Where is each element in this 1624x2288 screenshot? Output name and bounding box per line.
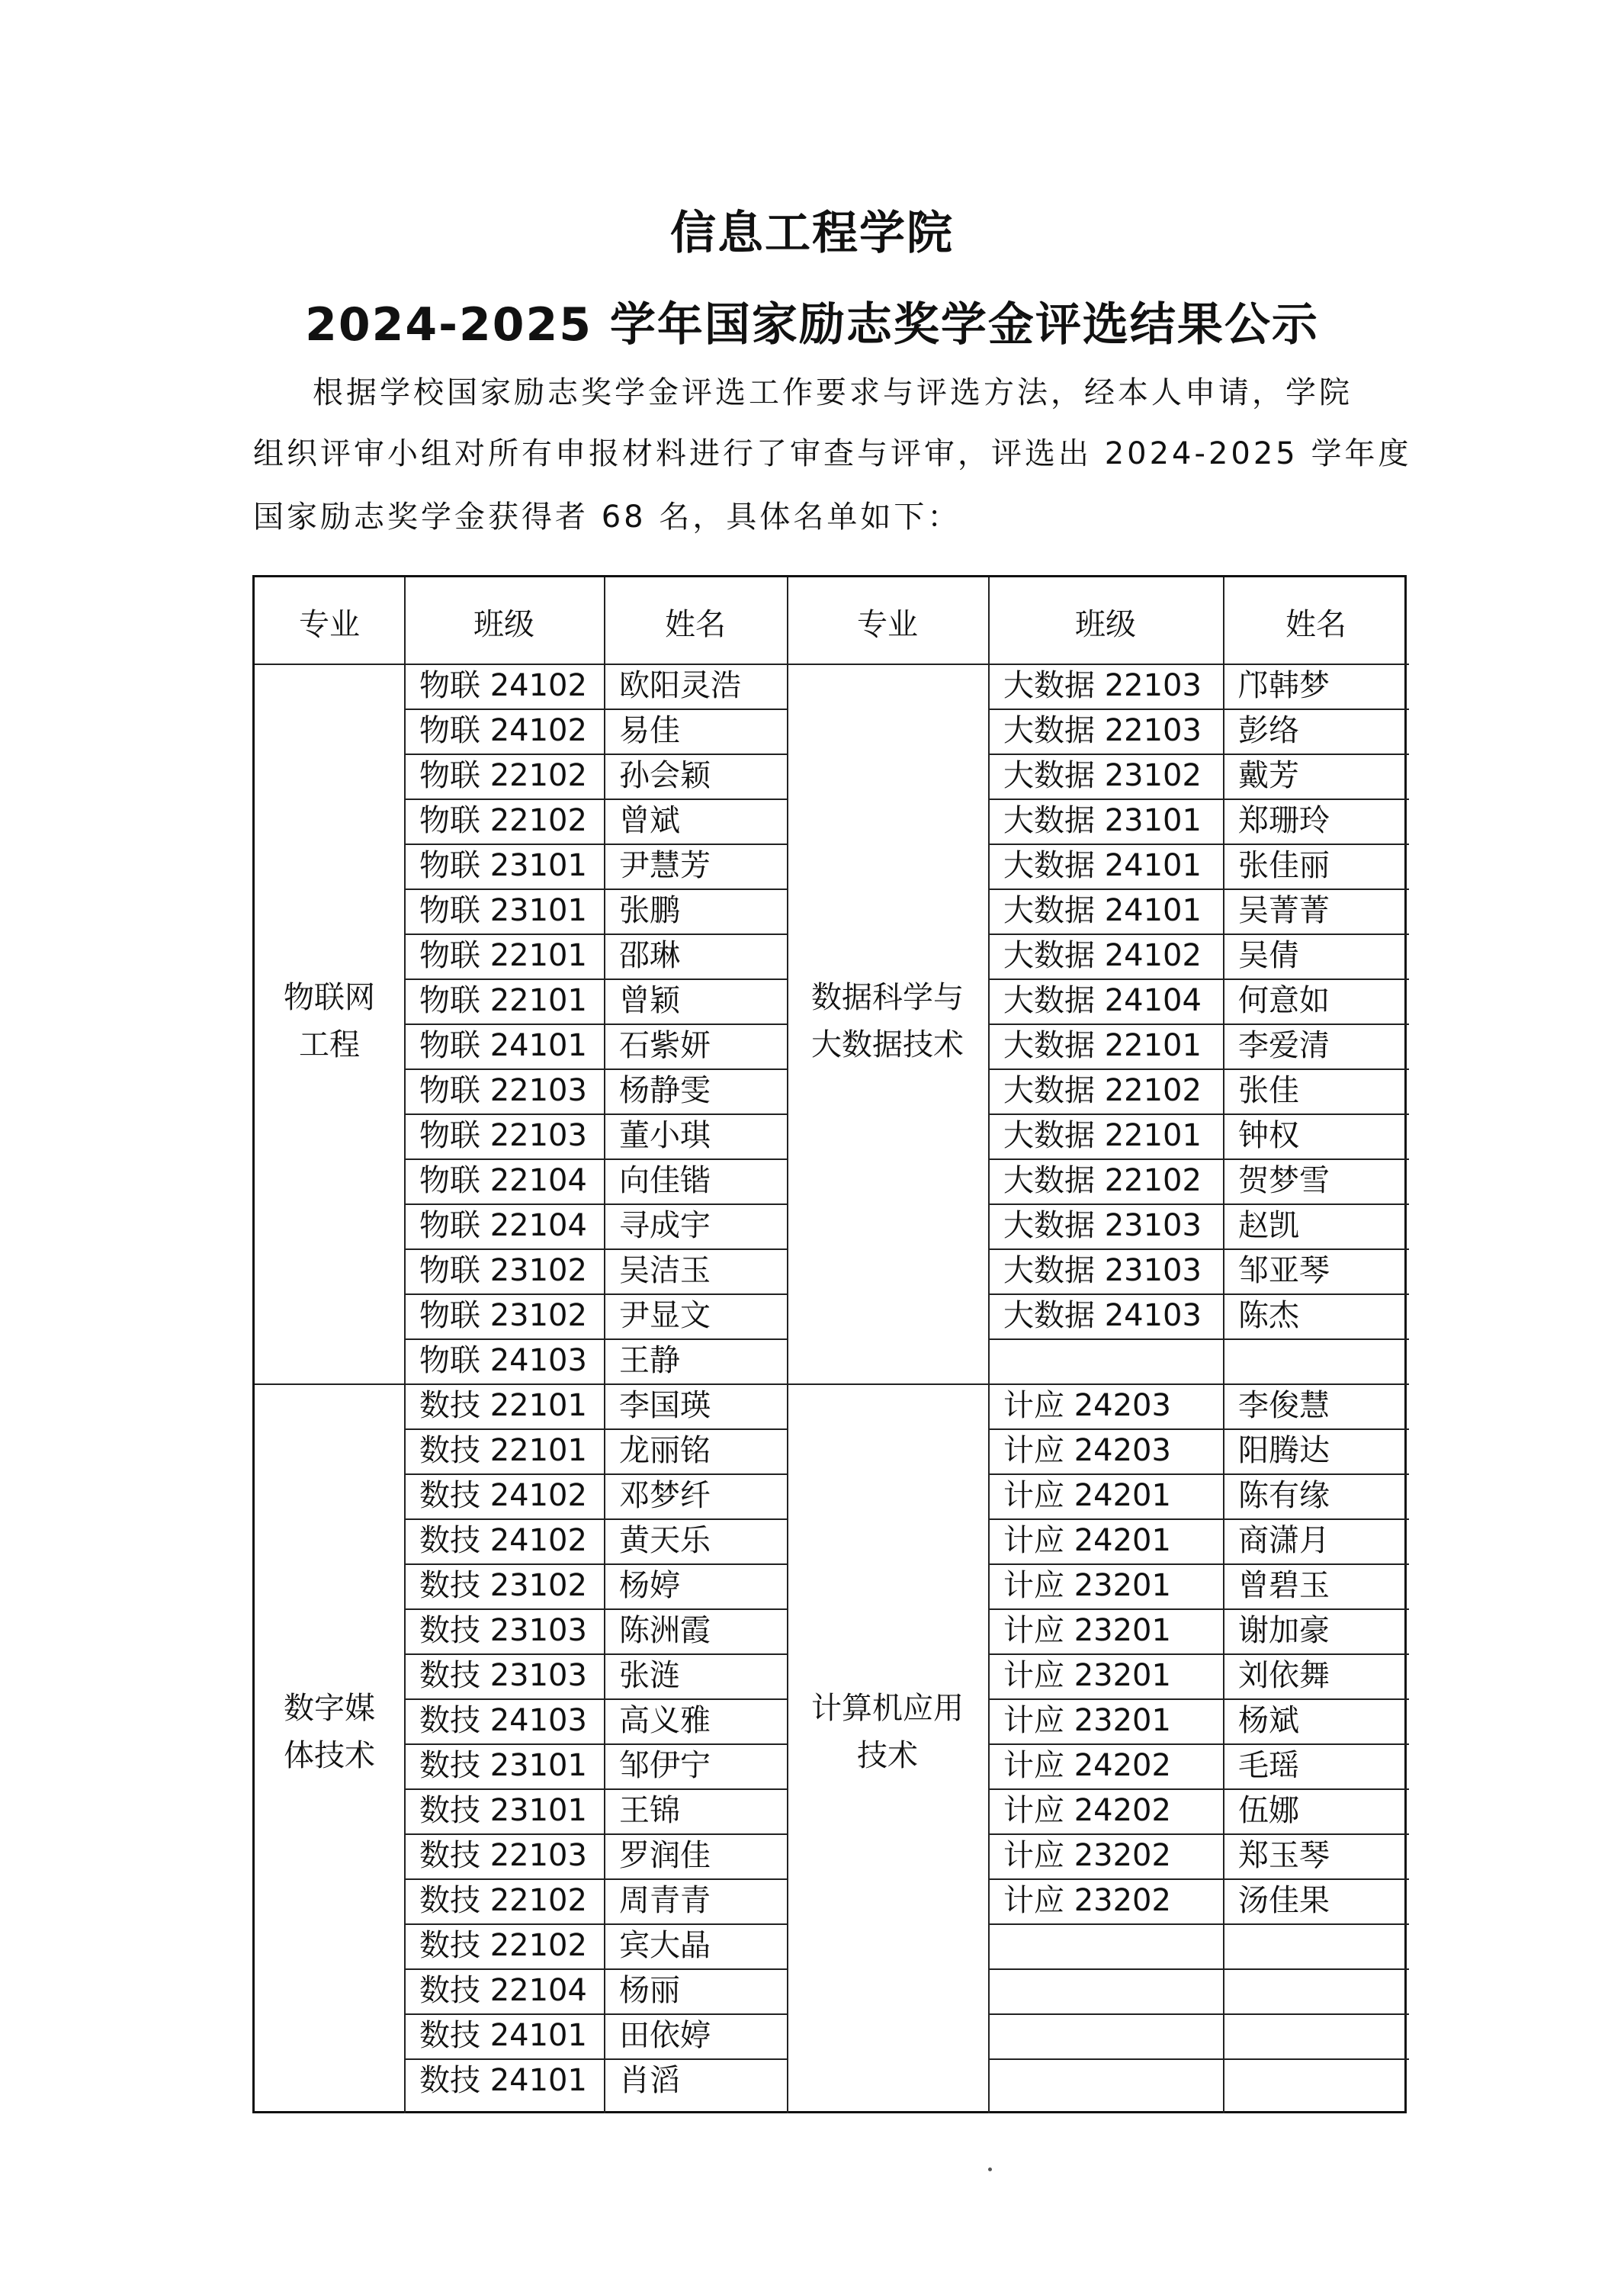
cell-class: 大数据 23101 [1003,803,1202,838]
row-divider [404,1923,787,1925]
cell-name: 李俊慧 [1238,1388,1330,1423]
cell-name: 邹亚琴 [1238,1253,1330,1288]
cell-class: 计应 23201 [1003,1658,1171,1693]
row-divider [404,844,787,845]
cell-name: 商潇月 [1238,1523,1330,1558]
row-divider [404,1428,787,1430]
cell-class: 数技 22101 [419,1388,587,1423]
row-divider [404,1473,787,1475]
cell-name: 宾大晶 [619,1928,711,1963]
row-divider [404,1023,787,1025]
intro-paragraph-line-3: 国家励志奖学金获得者 68 名，具体名单如下： [253,500,961,535]
row-divider [988,1608,1409,1610]
row-divider [404,1653,787,1655]
cell-name: 龙丽铭 [619,1433,711,1468]
cell-class: 计应 24201 [1003,1478,1171,1513]
row-divider [988,799,1409,800]
row-divider [988,1293,1409,1295]
column-divider [404,577,406,2113]
row-divider [988,934,1409,935]
cell-class: 计应 23201 [1003,1568,1171,1603]
cell-class: 物联 22104 [419,1208,587,1243]
cell-name: 王静 [619,1343,680,1378]
row-divider [404,2013,787,2015]
cell-class: 物联 22102 [419,758,587,793]
cell-class: 大数据 24103 [1003,1298,1202,1333]
cell-class: 数技 22104 [419,1973,587,2008]
row-divider [988,1698,1409,1700]
cell-name: 张涟 [619,1658,680,1693]
row-divider [988,1743,1409,1745]
row-divider [404,709,787,710]
intro-paragraph-line-2: 组织评审小组对所有申报材料进行了审查与评审，评选出 2024-2025 学年度 [253,436,1412,471]
cell-class: 物联 23101 [419,893,587,928]
major-data-science: 数据科学与 大数据技术 [811,980,964,1062]
cell-name: 彭络 [1238,713,1299,748]
intro-paragraph-line-1: 根据学校国家励志奖学金评选工作要求与评选方法，经本人申请，学院 [313,375,1353,410]
cell-name: 贺梦雪 [1238,1163,1330,1198]
cell-class: 大数据 22102 [1003,1163,1202,1198]
cell-class: 物联 23102 [419,1253,587,1288]
cell-class: 数技 23102 [419,1568,587,1603]
cell-class: 物联 23102 [419,1298,587,1333]
cell-class: 大数据 23103 [1003,1208,1202,1243]
cell-class: 计应 23202 [1003,1883,1171,1918]
cell-class: 大数据 22101 [1003,1028,1202,1063]
row-divider [404,1878,787,1880]
cell-class: 数技 24101 [419,2018,587,2053]
cell-class: 计应 24201 [1003,1523,1171,1558]
cell-name: 吴倩 [1238,938,1299,973]
scan-speck [988,2167,992,2171]
cell-class: 物联 22102 [419,803,587,838]
cell-name: 杨婷 [619,1568,680,1603]
row-divider [404,1698,787,1700]
cell-class: 物联 22101 [419,983,587,1018]
cell-name: 李爱清 [1238,1028,1330,1063]
cell-name: 刘依舞 [1238,1658,1330,1693]
cell-name: 孙会颖 [619,758,711,793]
cell-class: 大数据 22102 [1003,1073,1202,1108]
row-divider [404,754,787,755]
row-divider [404,889,787,890]
cell-name: 石紫妍 [619,1028,711,1063]
cell-name: 曾颖 [619,983,680,1018]
cell-class: 计应 23201 [1003,1613,1171,1648]
cell-class: 数技 24102 [419,1478,587,1513]
row-divider [988,1338,1409,1340]
row-divider [988,1428,1409,1430]
row-divider [988,1248,1409,1250]
row-divider [988,1878,1409,1880]
cell-name: 董小琪 [619,1118,711,1153]
cell-name: 邓梦纤 [619,1478,711,1513]
row-divider [404,934,787,935]
row-divider [404,1068,787,1070]
cell-class: 物联 24102 [419,713,587,748]
row-divider [988,1968,1409,1970]
major-computer-application: 计算机应用 技术 [811,1691,964,1773]
header-major-right: 专业 [857,607,918,642]
row-divider [988,754,1409,755]
row-divider [988,979,1409,980]
cell-class: 大数据 22103 [1003,668,1202,703]
row-divider [404,799,787,800]
cell-class: 数技 24103 [419,1703,587,1738]
row-divider [404,1833,787,1835]
cell-class: 大数据 24104 [1003,983,1202,1018]
row-divider [988,1518,1409,1520]
cell-class: 计应 23202 [1003,1838,1171,1873]
cell-class: 数技 23103 [419,1658,587,1693]
cell-class: 物联 24101 [419,1028,587,1063]
row-divider [404,1968,787,1970]
cell-name: 肖滔 [619,2063,680,2098]
cell-name: 寻成宇 [619,1208,711,1243]
row-divider [404,1248,787,1250]
cell-name: 曾碧玉 [1238,1568,1330,1603]
cell-name: 田依婷 [619,2018,711,2053]
cell-class: 大数据 24102 [1003,938,1202,973]
cell-name: 郑玉琴 [1238,1838,1330,1873]
header-class-left: 班级 [473,607,534,642]
cell-class: 物联 22101 [419,938,587,973]
row-divider [988,1923,1409,1925]
cell-class: 计应 24203 [1003,1388,1171,1423]
cell-name: 周青青 [619,1883,711,1918]
cell-class: 大数据 24101 [1003,893,1202,928]
cell-name: 罗润佳 [619,1838,711,1873]
row-divider [988,1203,1409,1205]
cell-name: 毛瑶 [1238,1748,1299,1783]
cell-class: 大数据 24101 [1003,848,1202,883]
scholarship-table [252,575,1407,2113]
cell-name: 尹显文 [619,1298,711,1333]
row-divider [988,844,1409,845]
cell-name: 陈杰 [1238,1298,1299,1333]
cell-name: 向佳锴 [619,1163,711,1198]
cell-name: 戴芳 [1238,758,1299,793]
cell-class: 数技 22103 [419,1838,587,1873]
row-divider [404,1293,787,1295]
cell-class: 数技 23101 [419,1793,587,1828]
cell-name: 邹伊宁 [619,1748,711,1783]
cell-name: 谢加豪 [1238,1613,1330,1648]
cell-name: 张鹏 [619,893,680,928]
row-divider [404,1158,787,1160]
section-divider [255,1383,1409,1385]
cell-name: 王锦 [619,1793,680,1828]
column-divider [604,577,605,2113]
major-iot-engineering: 物联网 工程 [284,980,375,1062]
row-divider [404,1203,787,1205]
cell-name: 曾斌 [619,803,680,838]
row-divider [988,1068,1409,1070]
row-divider [404,1743,787,1745]
cell-class: 数技 24102 [419,1523,587,1558]
cell-class: 大数据 23102 [1003,758,1202,793]
header-class-right: 班级 [1075,607,1136,642]
cell-class: 物联 24103 [419,1343,587,1378]
cell-class: 计应 24202 [1003,1793,1171,1828]
cell-name: 高义雅 [619,1703,711,1738]
cell-class: 计应 24202 [1003,1748,1171,1783]
cell-class: 计应 24203 [1003,1433,1171,1468]
cell-class: 物联 22103 [419,1118,587,1153]
cell-name: 杨静雯 [619,1073,711,1108]
cell-name: 尹慧芳 [619,848,711,883]
cell-class: 数技 23103 [419,1613,587,1648]
header-major-left: 专业 [299,607,360,642]
section-divider [255,664,1409,665]
row-divider [988,1563,1409,1565]
cell-class: 物联 23101 [419,848,587,883]
cell-class: 大数据 22101 [1003,1118,1202,1153]
cell-name: 易佳 [619,713,680,748]
cell-name: 吴洁玉 [619,1253,711,1288]
row-divider [404,1563,787,1565]
row-divider [988,1653,1409,1655]
cell-name: 李国瑛 [619,1388,711,1423]
cell-name: 钟权 [1238,1118,1299,1153]
document-subtitle: 2024-2025 学年国家励志奖学金评选结果公示 [305,298,1319,352]
cell-name: 赵凯 [1238,1208,1299,1243]
cell-class: 计应 23201 [1003,1703,1171,1738]
cell-name: 黄天乐 [619,1523,711,1558]
column-divider [787,577,788,2113]
cell-name: 汤佳果 [1238,1883,1330,1918]
row-divider [988,1023,1409,1025]
row-divider [988,2013,1409,2015]
cell-name: 杨丽 [619,1973,680,2008]
cell-name: 阳腾达 [1238,1433,1330,1468]
cell-class: 数技 24101 [419,2063,587,2098]
row-divider [988,1158,1409,1160]
column-divider [988,577,990,2113]
cell-name: 杨斌 [1238,1703,1299,1738]
header-name-left: 姓名 [665,607,726,642]
cell-name: 陈有缘 [1238,1478,1330,1513]
row-divider [988,1473,1409,1475]
cell-class: 数技 22102 [419,1928,587,1963]
row-divider [988,889,1409,890]
cell-class: 大数据 22103 [1003,713,1202,748]
row-divider [404,979,787,980]
header-name-right: 姓名 [1285,607,1346,642]
row-divider [404,1788,787,1790]
row-divider [988,1788,1409,1790]
cell-class: 物联 24102 [419,668,587,703]
cell-class: 数技 23101 [419,1748,587,1783]
row-divider [404,1608,787,1610]
cell-name: 吴菁菁 [1238,893,1330,928]
row-divider [988,1833,1409,1835]
cell-name: 邝韩梦 [1238,668,1330,703]
cell-class: 数技 22102 [419,1883,587,1918]
cell-class: 物联 22103 [419,1073,587,1108]
cell-name: 何意如 [1238,983,1330,1018]
cell-class: 数技 22101 [419,1433,587,1468]
row-divider [988,2058,1409,2060]
major-digital-media: 数字媒 体技术 [284,1691,375,1773]
cell-class: 物联 22104 [419,1163,587,1198]
row-divider [988,709,1409,710]
cell-name: 张佳丽 [1238,848,1330,883]
row-divider [988,1113,1409,1115]
cell-name: 伍娜 [1238,1793,1299,1828]
document-title: 信息工程学院 [670,207,954,260]
cell-name: 张佳 [1238,1073,1299,1108]
row-divider [404,1338,787,1340]
cell-class: 大数据 23103 [1003,1253,1202,1288]
row-divider [404,2058,787,2060]
row-divider [404,1113,787,1115]
cell-name: 郑珊玲 [1238,803,1330,838]
cell-name: 邵琳 [619,938,680,973]
cell-name: 欧阳灵浩 [619,668,741,703]
row-divider [404,1518,787,1520]
cell-name: 陈洲霞 [619,1613,711,1648]
column-divider [1223,577,1224,2113]
